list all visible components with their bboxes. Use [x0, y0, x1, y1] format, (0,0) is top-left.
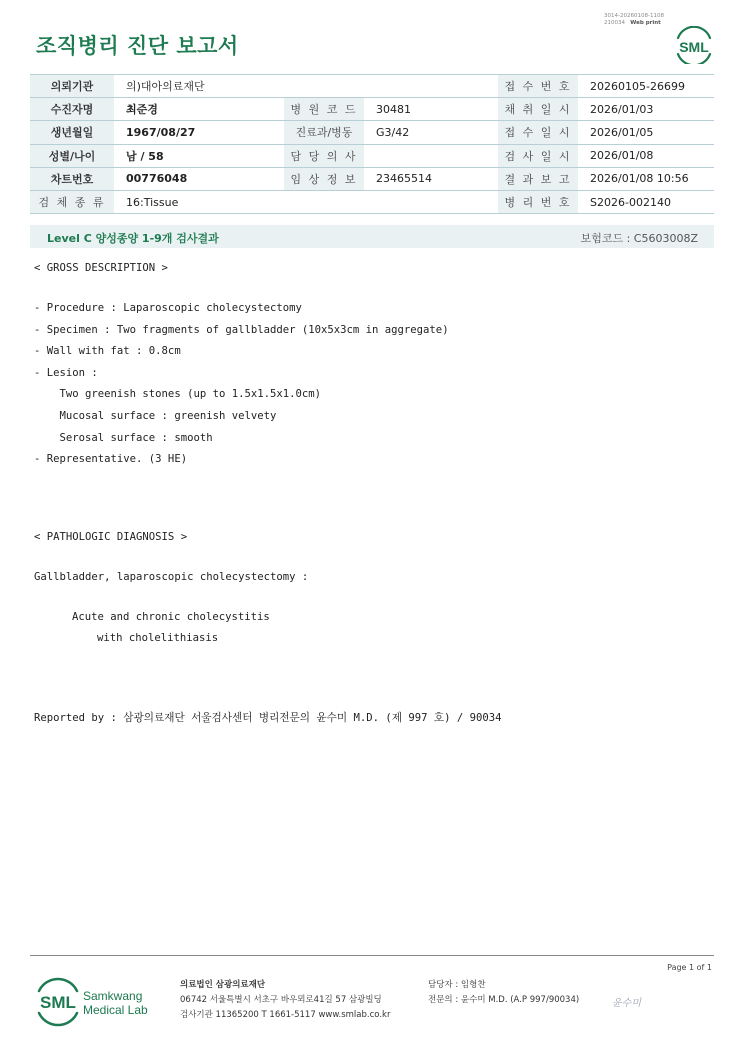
pathology-no-value: S2026-002140 — [578, 190, 714, 213]
sml-logo-text: SML — [679, 39, 709, 55]
chart-no-value: 00776048 — [114, 167, 284, 190]
gross-line: - Lesion : — [34, 366, 98, 379]
level-title: Level C 양성종양 1-9개 검사결과 — [47, 232, 219, 245]
receipt-date-value: 2026/01/05 — [578, 121, 714, 144]
insurance-code: 보험코드 : C5603008Z — [580, 232, 698, 245]
test-date-value: 2026/01/08 — [578, 144, 714, 167]
hospital-code-label: 병 원 코 드 — [284, 98, 364, 121]
dept-value: G3/42 — [364, 121, 498, 144]
gross-line: - Wall with fat : 0.8cm — [34, 345, 181, 358]
receipt-date-label: 접 수 일 시 — [498, 121, 578, 144]
footer-staff-info — [428, 978, 579, 1008]
footer-address: 06742 서울특별시 서초구 바우뫼로41길 57 삼광빌딩 — [180, 995, 382, 1005]
footer-org-name: 의료법인 삼광의료재단 — [180, 980, 266, 990]
gross-line: Two greenish stones (up to 1.5x1.5x1.0cm) — [34, 388, 322, 401]
birth-value: 1967/08/27 — [114, 121, 284, 144]
result-report-label: 결 과 보 고 — [498, 167, 578, 190]
diagnosis-line-1: Acute and chronic cholecystitis — [72, 611, 270, 623]
reported-by: Reported by : 삼광의료재단 서울검사센터 병리전문의 윤수미 M.D. (제 997 호) / 90034 — [34, 712, 502, 724]
patient-value: 최준경 — [114, 98, 284, 121]
signature: 윤수미 — [612, 998, 641, 1009]
specimen-type-value: 16:Tissue — [114, 190, 498, 213]
diagnosis-site: Gallbladder, laparoscopic cholecystectomy : — [34, 571, 309, 583]
print-mode: Web print — [630, 19, 661, 26]
receipt-no-label: 접 수 번 호 — [498, 75, 578, 98]
footer-contact: 검사기관 11365200 T 1661-5117 www.smlab.co.kr — [180, 1010, 391, 1020]
print-id-1: 3014-20260108-1108 — [604, 13, 664, 19]
table-row — [30, 190, 714, 213]
table-row — [30, 144, 714, 167]
footer-manager: 담당자 : 임형찬 — [428, 980, 486, 990]
gross-line: - Specimen : Two fragments of gallbladder (10x5x3cm in aggregate) — [34, 323, 449, 336]
collect-date-value: 2026/01/03 — [578, 98, 714, 121]
table-row — [30, 167, 714, 190]
footer-divider — [30, 955, 714, 956]
gross-line: - Procedure : Laparoscopic cholecystectomy — [34, 302, 302, 314]
test-date-label: 검 사 일 시 — [498, 144, 578, 167]
receipt-no-value: 20260105-26699 — [578, 75, 714, 98]
page-title: 조직병리 진단 보고서 — [36, 34, 239, 58]
samkwang-logo-icon — [36, 977, 160, 1027]
request-org-label: 의뢰기관 — [30, 75, 114, 98]
doctor-label: 담 당 의 사 — [284, 144, 364, 167]
clinical-label: 임 상 정 보 — [284, 167, 364, 190]
gross-line: Serosal surface : smooth — [34, 431, 213, 444]
footer-logo-sml: SML — [40, 993, 76, 1012]
patient-info-table — [30, 74, 714, 214]
dept-label: 진료과/병동 — [284, 121, 364, 144]
table-row — [30, 75, 714, 98]
print-stamp — [604, 13, 664, 26]
pathology-no-label: 병 리 번 호 — [498, 190, 578, 213]
birth-label: 생년월일 — [30, 121, 114, 144]
diagnosis-line-2: with cholelithiasis — [97, 632, 219, 644]
patient-label: 수진자명 — [30, 98, 114, 121]
sex-age-value: 남 / 58 — [114, 144, 284, 167]
sml-logo-icon — [672, 26, 716, 64]
result-report-value: 2026/01/08 10:56 — [578, 167, 714, 190]
specimen-type-label: 검 체 종 류 — [30, 190, 114, 213]
collect-date-label: 채 취 일 시 — [498, 98, 578, 121]
table-row — [30, 98, 714, 121]
chart-no-label: 차트번호 — [30, 167, 114, 190]
print-id-2: 210034 — [604, 19, 625, 26]
diagnosis-heading: < PATHOLOGIC DIAGNOSIS > — [34, 531, 188, 543]
request-org-value: 의)대아의료재단 — [114, 75, 498, 98]
hospital-code-value: 30481 — [364, 98, 498, 121]
gross-lines — [34, 302, 449, 475]
footer-specialist: 전문의 : 윤수미 M.D. (A.P 997/90034) — [428, 995, 580, 1005]
gross-heading: < GROSS DESCRIPTION > — [34, 262, 168, 274]
footer-logo-name-2: Medical Lab — [83, 1003, 148, 1017]
footer-logo-name-1: Samkwang — [83, 989, 143, 1003]
sex-age-label: 성별/나이 — [30, 144, 114, 167]
clinical-value: 23465514 — [364, 167, 498, 190]
gross-line: - Representative. (3 HE) — [34, 453, 188, 466]
page-number: Page 1 of 1 — [667, 963, 712, 972]
table-row — [30, 121, 714, 144]
gross-line: Mucosal surface : greenish velvety — [34, 409, 277, 422]
footer-org-info — [180, 978, 390, 1023]
doctor-value — [364, 144, 498, 167]
